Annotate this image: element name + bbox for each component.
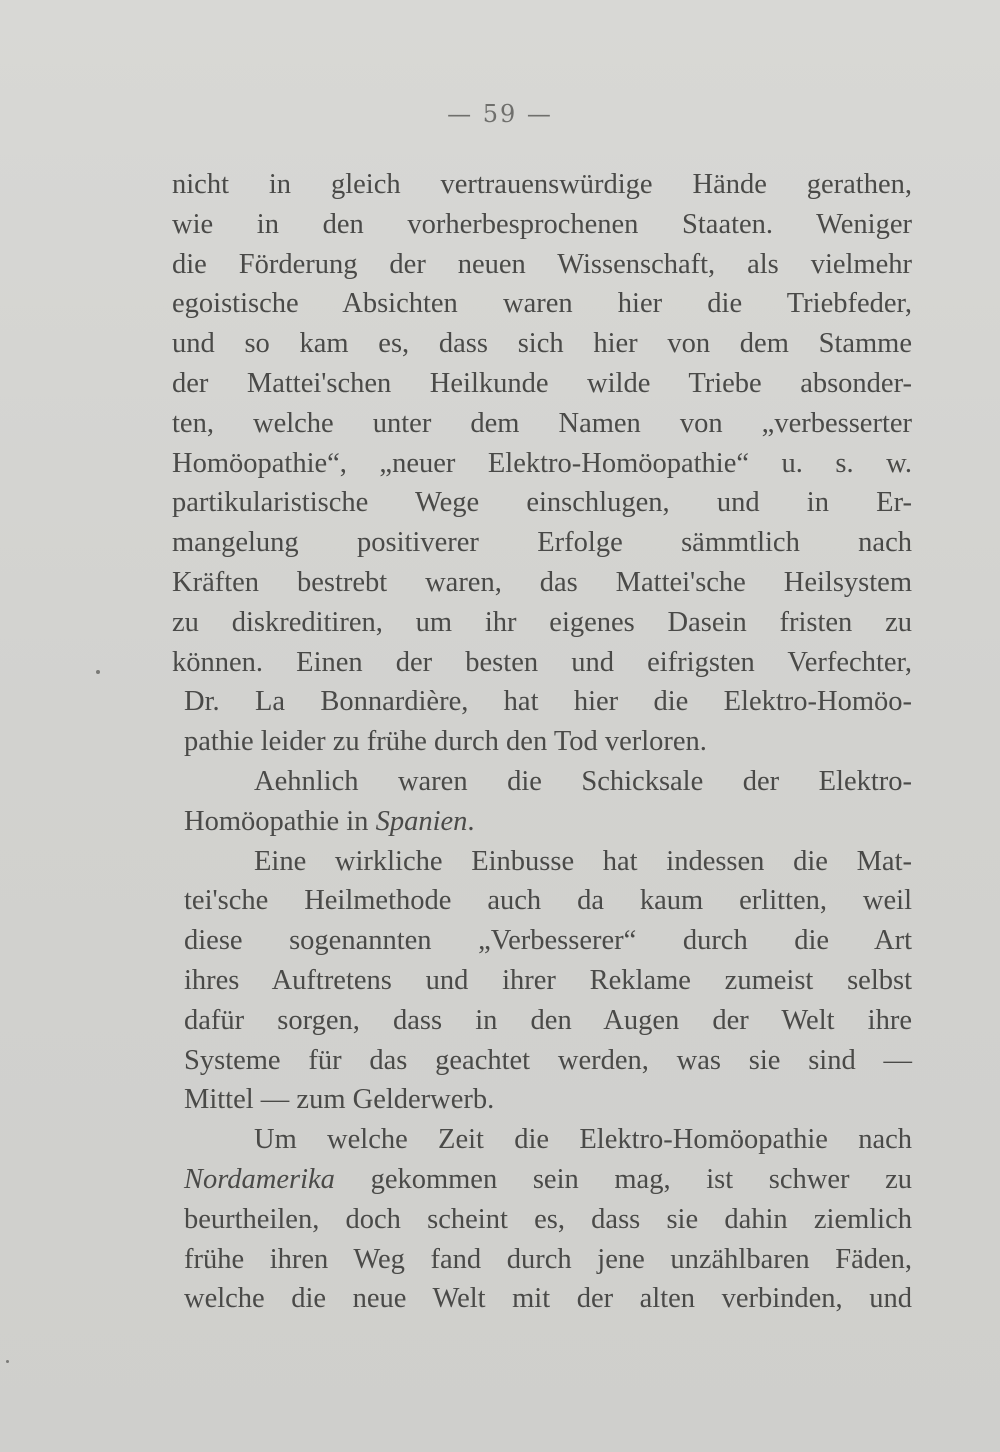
paragraph-start-line: Eine wirkliche Einbusse hat indessen die Mat-	[254, 845, 912, 877]
text-line: ihres Auftretens und ihrer Reklame zumeist selbst	[184, 964, 912, 996]
text-line: Mittel — zum Gelderwerb.	[184, 1084, 495, 1116]
text-line: tei'sche Heilmethode auch da kaum erlitten, weil	[184, 885, 912, 917]
italic-place-name: Spanien	[375, 805, 468, 837]
paragraph-start-line: Aehnlich waren die Schicksale der Elektro-	[254, 765, 912, 797]
scan-speck	[6, 1360, 9, 1363]
text-line: beurtheilen, doch scheint es, dass sie dahin ziemlich	[184, 1203, 912, 1235]
paragraph-start-line: Um welche Zeit die Elektro-Homöopathie nach	[254, 1124, 912, 1156]
text-line: pathie leider zu frühe durch den Tod verloren.	[184, 726, 707, 758]
text-fragment: Homöopathie in	[184, 805, 376, 837]
text-fragment: gekommen sein mag, ist schwer zu	[334, 1163, 912, 1195]
text-line: Systeme für das geachtet werden, was sie sind —	[184, 1044, 912, 1076]
text-line: die Förderung der neuen Wissenschaft, als vielmehr	[172, 248, 912, 280]
text-fragment: .	[467, 805, 475, 837]
scan-speck	[96, 670, 100, 674]
body-text	[172, 165, 912, 1319]
text-line: nicht in gleich vertrauenswürdige Hände gerathen,	[172, 169, 912, 200]
text-line: welche die neue Welt mit der alten verbinden, und	[184, 1283, 912, 1315]
text-line: Kräften bestrebt waren, das Mattei'sche Heilsystem	[172, 566, 912, 598]
text-line: zu diskreditiren, um ihr eigenes Dasein fristen zu	[172, 606, 912, 638]
text-line: egoistische Absichten waren hier die Triebfeder,	[172, 288, 912, 320]
text-line: Dr. La Bonnardière, hat hier die Elektro-Homöo-	[184, 686, 912, 718]
text-line: können. Einen der besten und eifrigsten Verfechter,	[172, 646, 912, 678]
text-line: Homöopathie“, „neuer Elektro-Homöopathie“ u. s. w.	[172, 447, 912, 479]
text-line: und so kam es, dass sich hier von dem Stamme	[172, 328, 912, 360]
text-line	[172, 802, 912, 842]
text-line: diese sogenannten „Verbesserer“ durch die Art	[184, 925, 912, 957]
page-number: — 59 —	[447, 100, 553, 128]
text-line	[172, 1160, 912, 1200]
text-line: der Mattei'schen Heilkunde wilde Triebe absonder-	[172, 367, 912, 399]
text-line: mangelung positiverer Erfolge sämmtlich nach	[172, 527, 912, 559]
text-line: frühe ihren Weg fand durch jene unzählbaren Fäden,	[184, 1243, 912, 1275]
text-line: partikularistische Wege einschlugen, und in Er-	[172, 487, 912, 519]
italic-place-name: Nordamerika	[184, 1163, 335, 1195]
text-line: ten, welche unter dem Namen von „verbesserter	[172, 407, 912, 439]
text-line: wie in den vorherbesprochenen Staaten. Weniger	[172, 208, 912, 240]
text-line: dafür sorgen, dass in den Augen der Welt ihre	[184, 1004, 912, 1036]
